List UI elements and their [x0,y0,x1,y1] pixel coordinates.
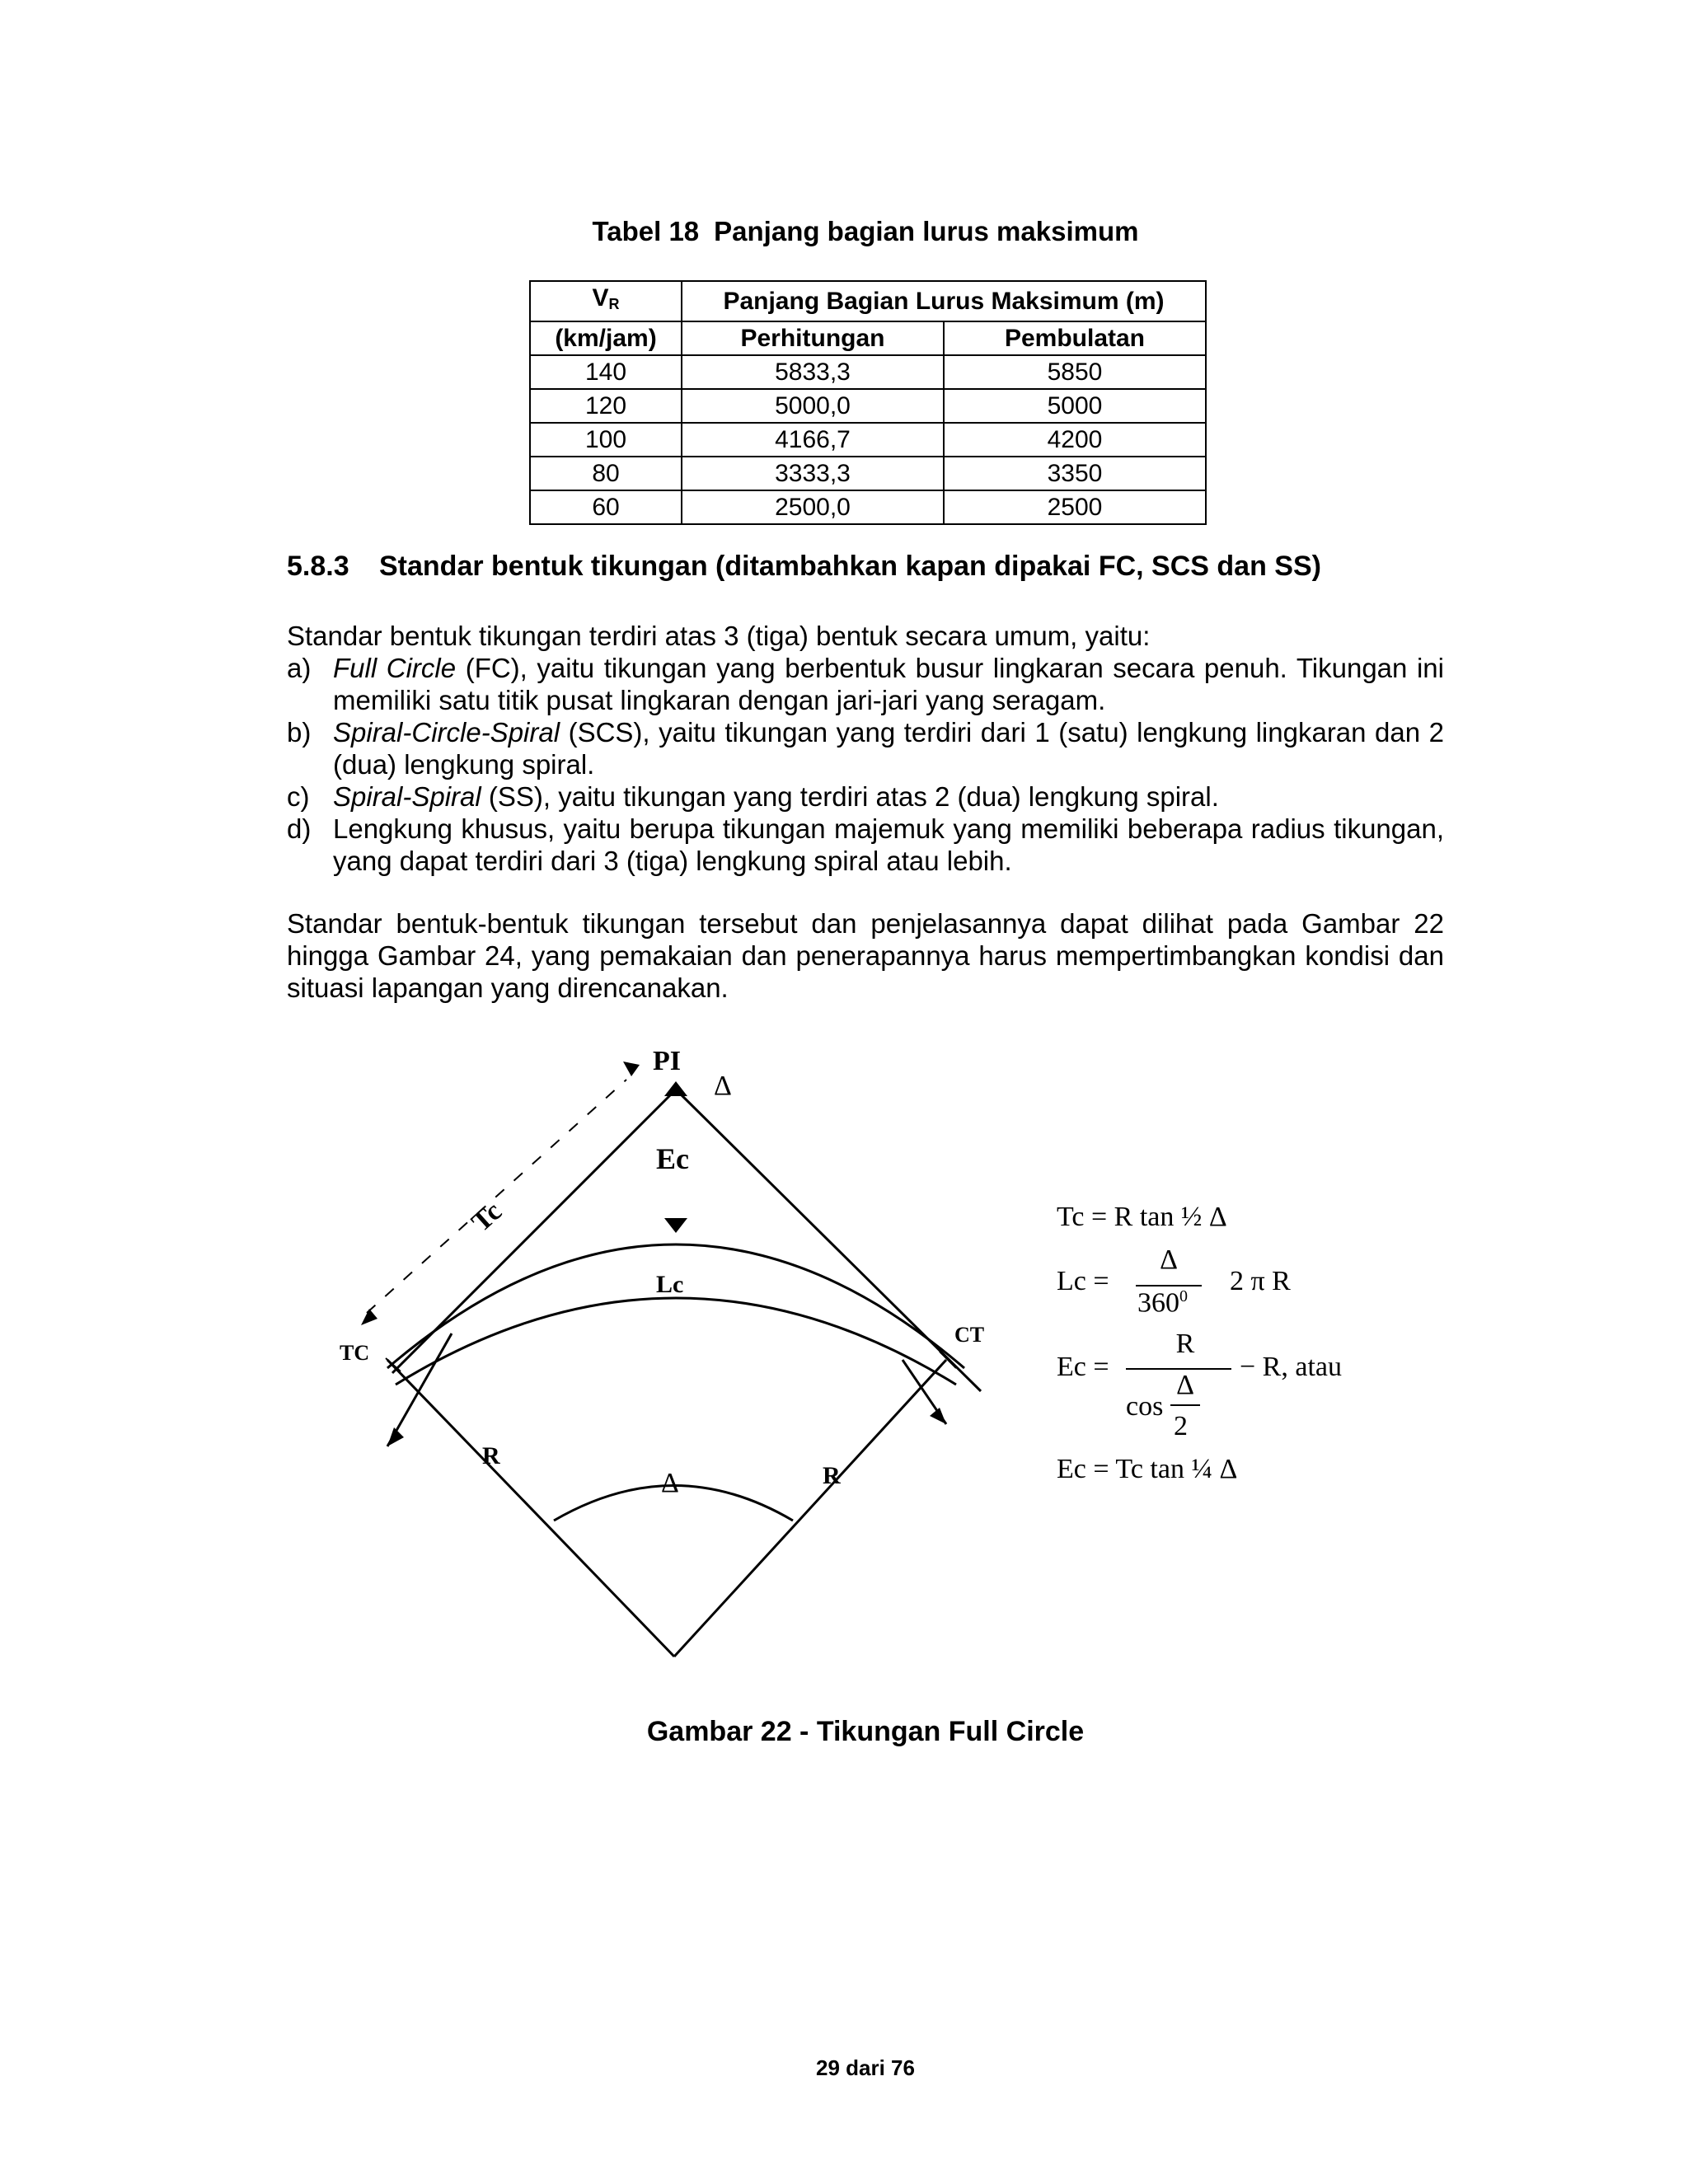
delta-top-label: Δ [714,1071,732,1101]
tc-perpendicular [387,1333,452,1446]
section-heading [287,551,1321,583]
outer-arc [387,1244,964,1368]
radius-right-label: R [823,1462,841,1489]
table-row: 140 5833,3 5850 [530,355,1206,389]
delta-center-label: Δ [661,1468,679,1498]
intro-paragraph: Standar bentuk tikungan terdiri atas 3 (tiga) bentuk secara umum, yaitu: [287,621,1151,651]
closing-paragraph: Standar bentuk-bentuk tikungan tersebut dan penjelasannya dapat dilihat pada Gambar 22 hingga Gambar 24, yang pemakaian dan penerapannya harus mempertimbangkan kondisi dan situasi lapangan yang direncanakan. [287,908,1444,1003]
tc-point-label: TC [340,1341,370,1365]
lc-top-marker [664,1218,687,1233]
formula-ec-cos-num: Δ [1176,1370,1194,1400]
header-calc: Perhitungan [682,321,944,355]
table-row: 120 5000,0 5000 [530,389,1206,423]
tc-label: Tc [466,1196,508,1239]
radius-right-line [674,1360,946,1657]
formula-lc-lhs: Lc = [1057,1266,1109,1296]
formula-ec-alt: Ec = Tc tan ¼ Δ [1057,1454,1238,1484]
list-item: b) Spiral-Circle-Spiral (SCS), yaitu tikungan yang terdiri dari 1 (satu) lengkung lingkaran dan 2 (dua) lengkung spiral. [287,717,1444,780]
formula-tc: Tc = R tan ½ Δ [1057,1202,1227,1232]
pi-marker [664,1081,687,1096]
tangent-right-line [676,1090,981,1391]
ct-point-label: CT [954,1323,985,1347]
list-item: d) Lengkung khusus, yaitu berupa tikungan majemuk yang memiliki beberapa radius tikungan, yang dapat terdiri dari 3 (tiga) lengkung spiral atau lebih. [287,813,1444,876]
table-row: 80 3333,3 3350 [530,457,1206,490]
tc-arrow-top [623,1062,640,1076]
lc-label: Lc [656,1271,684,1298]
formula-ec-lhs: Ec = [1057,1352,1109,1382]
formula-ec-cos-bar [1170,1404,1200,1406]
section-title: Standar bentuk tikungan (ditambahkan kapan dipakai FC, SCS dan SS) [379,551,1321,582]
radius-left-line [387,1360,674,1657]
table-caption-number: Tabel 18 [592,216,700,246]
pi-label: PI [653,1046,681,1076]
page-number: 29 dari 76 [816,2055,915,2080]
table-row: 100 4166,7 4200 [530,423,1206,457]
header-group: Panjang Bagian Lurus Maksimum (m) [682,281,1206,321]
radius-left-label: R [482,1442,500,1469]
lc-arc [396,1298,956,1385]
formula-lc-den: $360^0$ [1137,1287,1188,1319]
table-caption [0,216,1688,247]
table-row: 60 2500,0 2500 [530,490,1206,524]
figure-caption: Gambar 22 - Tikungan Full Circle [646,1716,1085,1747]
ec-label: Ec [656,1142,689,1175]
header-unit: (km/jam) [530,321,682,355]
table-caption-title: Panjang bagian lurus maksimum [714,216,1139,246]
arrow-right-down [930,1408,946,1424]
formula-ec-cos-den: 2 [1174,1411,1188,1441]
tc-dimension-line [367,1080,626,1313]
formula-ec-rhs: − R, atau [1240,1352,1342,1382]
tc-arrow-bottom [361,1309,377,1325]
header-vr: $V_R$ [530,281,682,321]
formula-ec-num: R [1175,1329,1195,1359]
full-circle-diagram [330,1030,989,1673]
formula-lc-num: Δ [1160,1244,1178,1275]
header-round: Pembulatan [944,321,1206,355]
formula-ec-cos: cos [1126,1391,1164,1422]
list-item: c) Spiral-Spiral (SS), yaitu tikungan yang terdiri atas 2 (dua) lengkung spiral. [287,781,1219,812]
section-number: 5.8.3 [287,551,349,582]
list-item: a) Full Circle (FC), yaitu tikungan yang berbentuk busur lingkaran secara penuh. Tikungan ini memiliki satu titik pusat lingkaran dengan jari-jari yang seragam. [287,653,1444,715]
formula-lc-rhs: 2 π R [1230,1266,1291,1296]
max-straight-length-table [529,280,1207,525]
arrow-left-down [387,1427,404,1446]
formula-lc-bar [1136,1285,1202,1286]
